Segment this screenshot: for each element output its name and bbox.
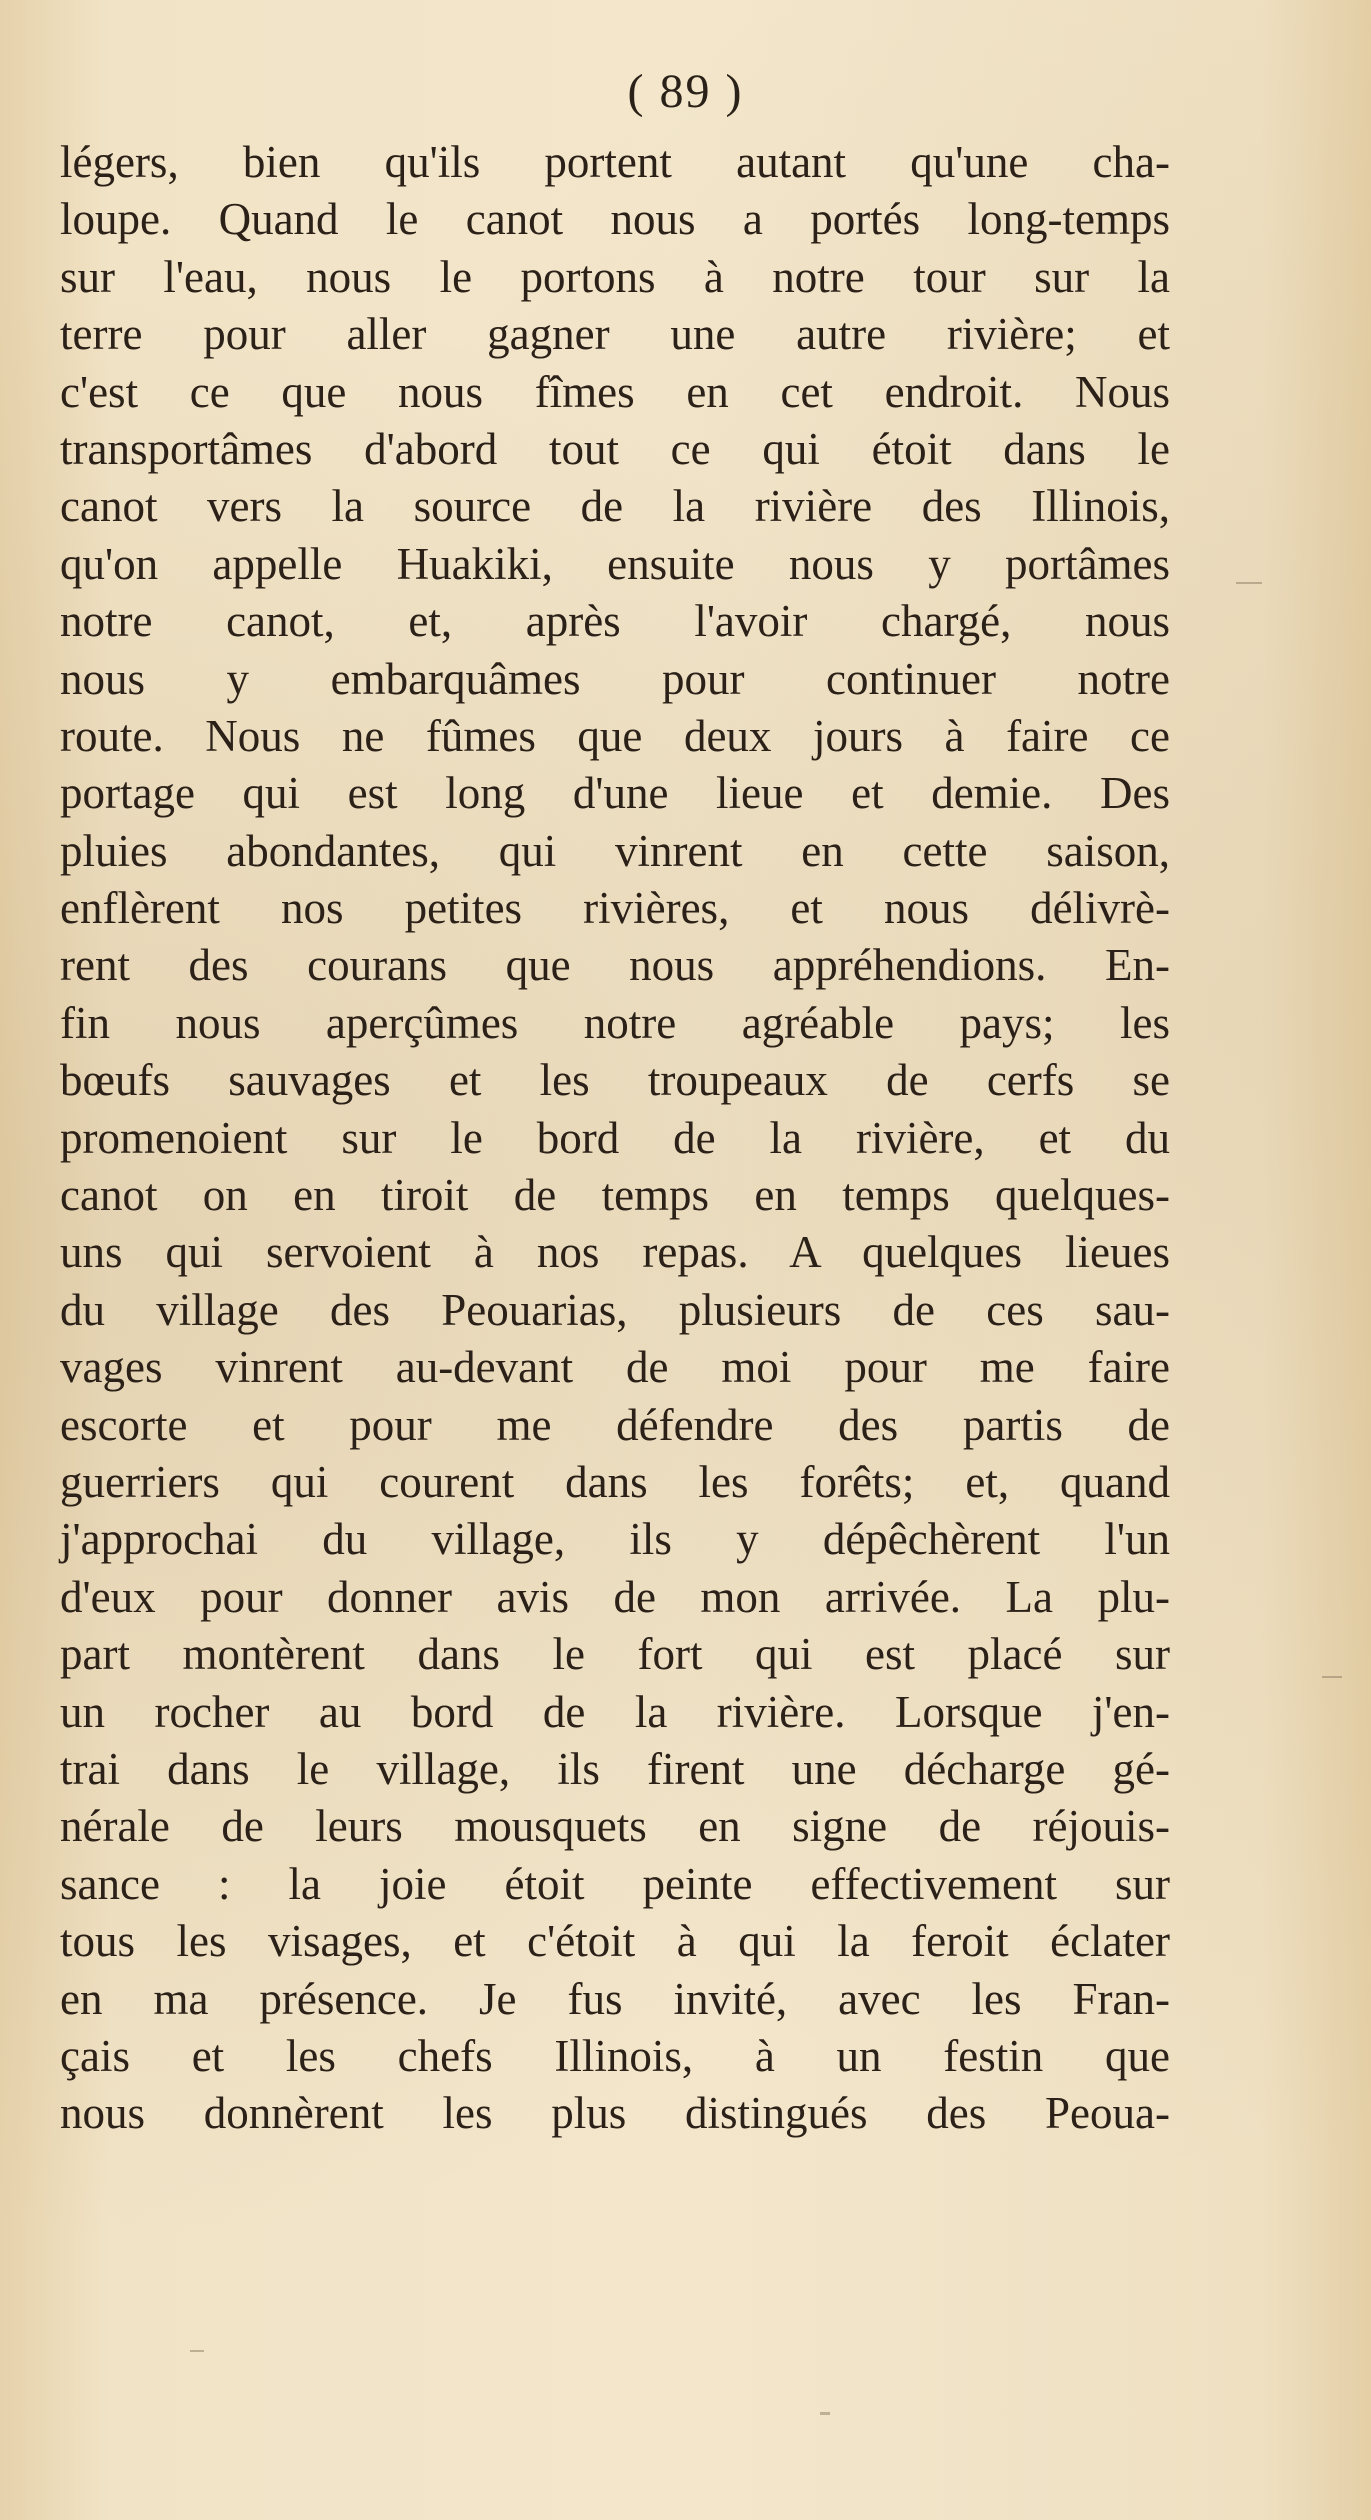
text-line: guerriers qui courent dans les forêts; et, quand <box>60 1456 1170 1507</box>
text-line: terre pour aller gagner une autre rivière; et <box>60 309 1170 360</box>
paper-speck <box>190 2350 204 2352</box>
text-line: fin nous aperçûmes notre agréable pays; les <box>60 997 1170 1048</box>
text-line: part montèrent dans le fort qui est placé sur <box>60 1629 1170 1680</box>
text-line: escorte et pour me défendre des partis de <box>60 1399 1170 1450</box>
text-line: promenoient sur le bord de la rivière, et du <box>60 1112 1170 1163</box>
paper-speck <box>1236 582 1262 584</box>
paper-speck <box>1322 1676 1342 1678</box>
text-line: c'est ce que nous fîmes en cet endroit. Nous <box>60 366 1170 417</box>
text-line: route. Nous ne fûmes que deux jours à faire ce <box>60 710 1170 761</box>
text-line: uns qui servoient à nos repas. A quelques lieues <box>60 1227 1170 1278</box>
text-line: sance : la joie étoit peinte effectivement sur <box>60 1858 1170 1909</box>
page-number: ( 89 ) <box>627 65 744 118</box>
text-line: nous y embarquâmes pour continuer notre <box>60 653 1170 704</box>
text-line: portage qui est long d'une lieue et demie. Des <box>60 768 1170 819</box>
text-line: transportâmes d'abord tout ce qui étoit dans le <box>60 423 1170 474</box>
text-line: nérale de leurs mousquets en signe de réjouis- <box>60 1801 1170 1852</box>
text-line: trai dans le village, ils firent une décharge gé- <box>60 1743 1170 1794</box>
text-line: d'eux pour donner avis de mon arrivée. La plu- <box>60 1571 1170 1622</box>
text-line: canot on en tiroit de temps en temps quelques- <box>60 1170 1170 1221</box>
text-line: tous les visages, et c'étoit à qui la feroit éclater <box>60 1916 1170 1967</box>
text-line: loupe. Quand le canot nous a portés long-temps <box>60 194 1170 245</box>
text-line: nous donnèrent les plus distingués des Peoua- <box>60 2088 1170 2139</box>
text-line: qu'on appelle Huakiki, ensuite nous y portâmes <box>60 538 1170 589</box>
text-line: vages vinrent au-devant de moi pour me faire <box>60 1342 1170 1393</box>
body-text <box>60 134 1170 2143</box>
text-line: légers, bien qu'ils portent autant qu'une cha- <box>60 137 1170 187</box>
text-line: bœufs sauvages et les troupeaux de cerfs se <box>60 1055 1170 1106</box>
text-line: un rocher au bord de la rivière. Lorsque j'en- <box>60 1686 1170 1737</box>
text-line: pluies abondantes, qui vinrent en cette saison, <box>60 825 1170 876</box>
text-line: sur l'eau, nous le portons à notre tour sur la <box>60 251 1170 302</box>
text-line: en ma présence. Je fus invité, avec les Fran- <box>60 1973 1170 2024</box>
text-line: rent des courans que nous appréhendions. En- <box>60 940 1170 991</box>
paper-speck <box>820 2412 830 2415</box>
text-line: canot vers la source de la rivière des Illinois, <box>60 481 1170 532</box>
text-line: enflèrent nos petites rivières, et nous délivrè- <box>60 883 1170 934</box>
text-line: j'approchai du village, ils y dépêchèrent l'un <box>60 1514 1170 1565</box>
text-line: notre canot, et, après l'avoir chargé, nous <box>60 596 1170 647</box>
text-line: du village des Peouarias, plusieurs de ces sau- <box>60 1284 1170 1335</box>
text-line: çais et les chefs Illinois, à un festin que <box>60 2030 1170 2081</box>
